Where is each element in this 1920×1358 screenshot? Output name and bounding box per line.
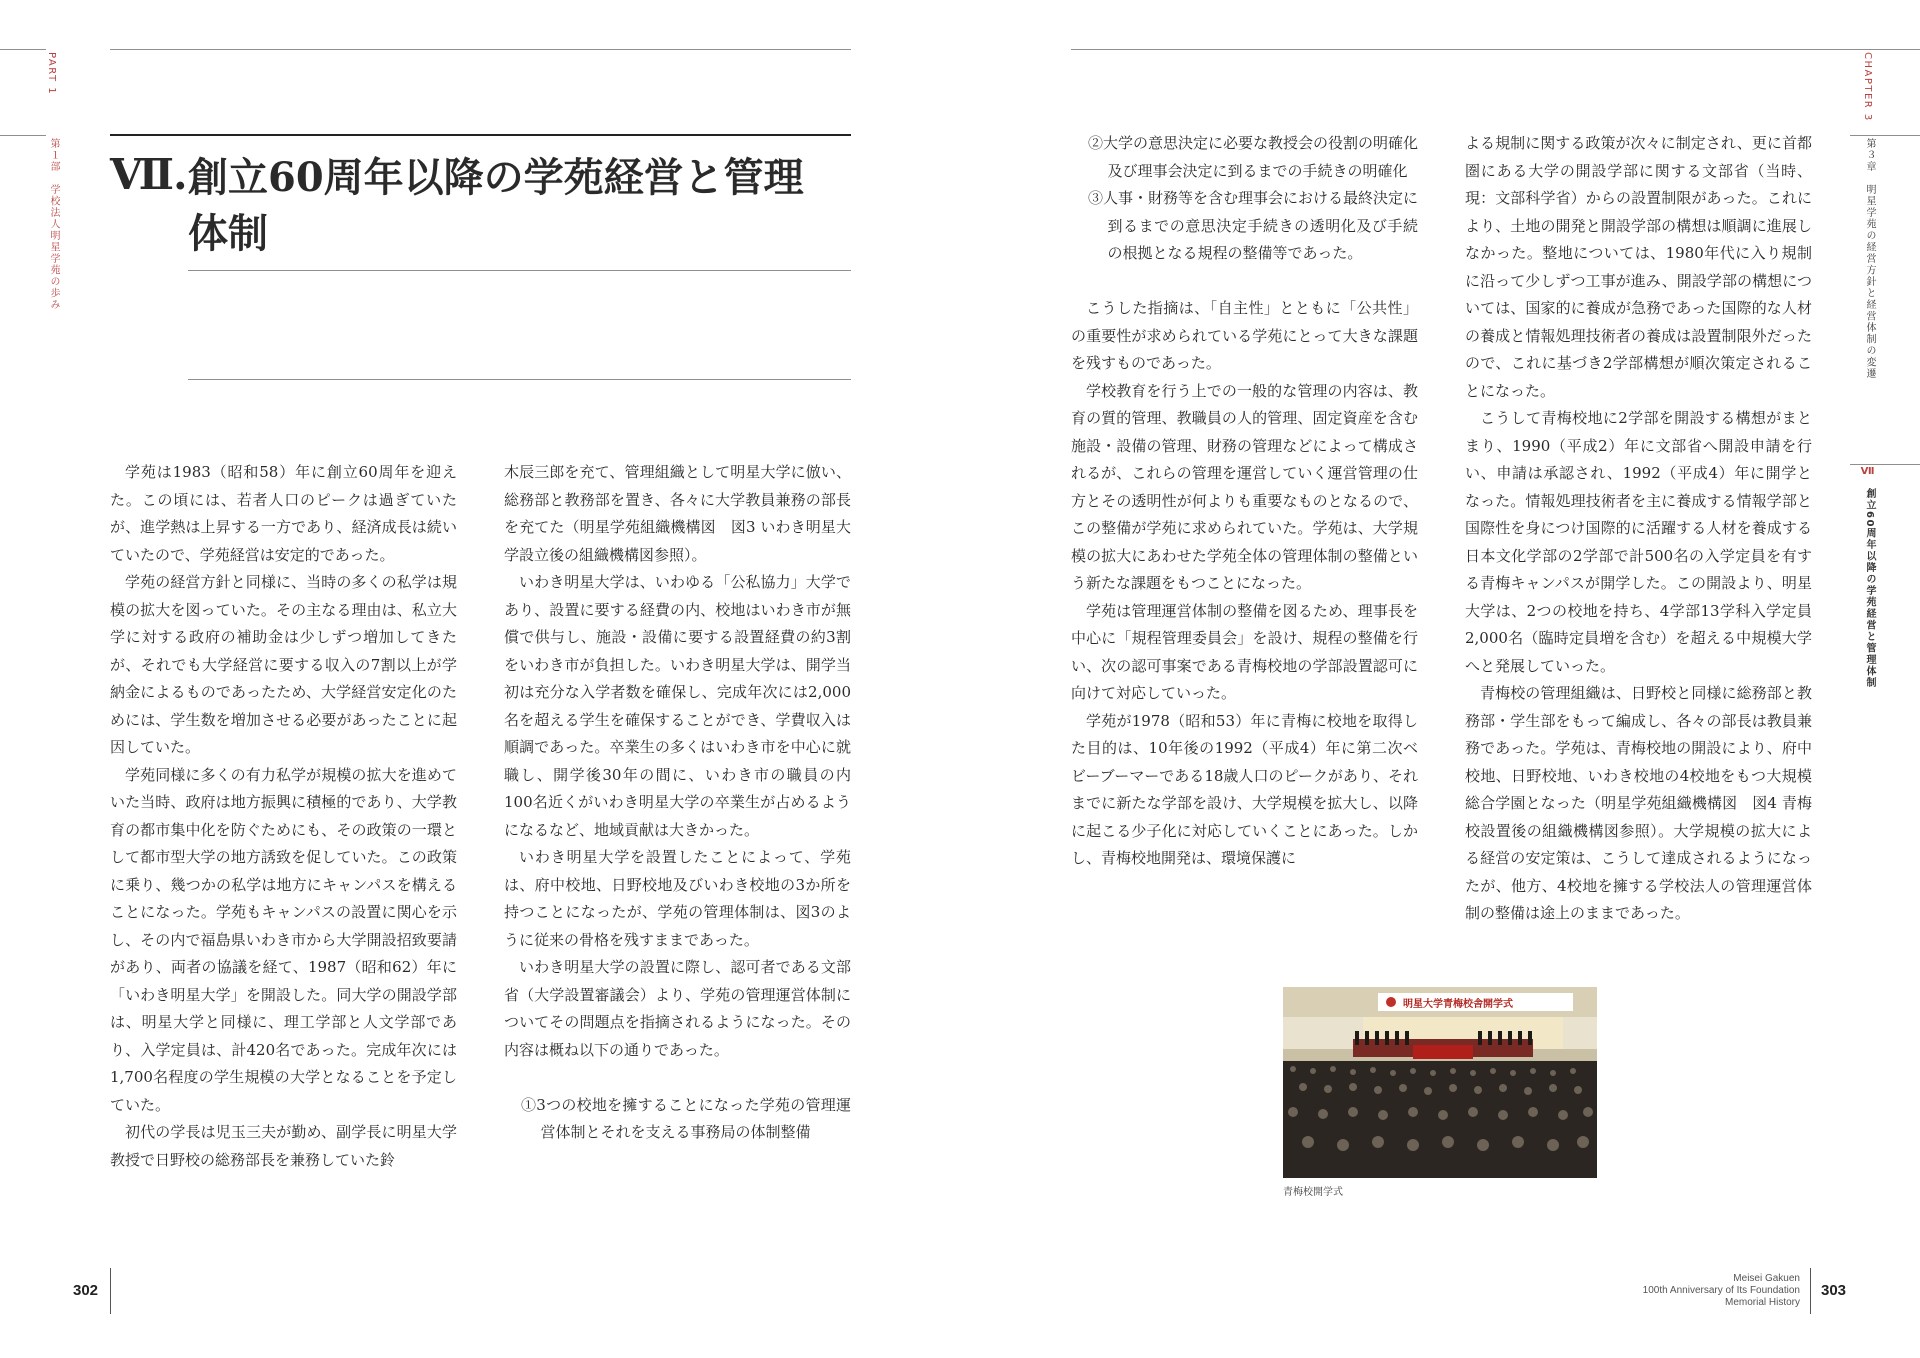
right-column-2: [1465, 130, 1812, 928]
left-column-1: [110, 459, 457, 1174]
paragraph: 木辰三郎を充て、管理組織として明星大学に倣い、総務部と教務部を置き、各々に大学教員兼務の部長を充てた（明星学苑組織機構図 図3 いわき明星大学設立後の組織機構図参照）。: [504, 463, 851, 564]
paragraph: いわき明星大学を設置したことによって、学苑は、府中校地、日野校地及びいわき校地の3か所を持つことになったが、学苑の管理体制は、図3のように従来の骨格を残すままであった。: [504, 848, 851, 949]
paragraph: よる規制に関する政策が次々に制定され、更に首都圏にある大学の開設学部に関する文部省（当時、現：文部科学省）からの設置制限があった。これにより、土地の開発と開設学部の構想は順調に進展しなかった。整地については、1980年代に入り規制に沿って少しずつ工事が進み、開設学部の構想については、国家的に養成が急務であった国際的な人材の養成と情報処理技術者の養成は設置制限外だったので、これに基づき2学部構想が順次策定されることになった。: [1465, 134, 1812, 400]
chapter-title: 第３章 明星学苑の経営方針と経営体制の変遷: [1864, 138, 1875, 380]
paragraph: 学苑が1978（昭和53）年に青梅に校地を取得した目的は、10年後の1992（平成4）年に第二次ベビーブーマーである18歳人口のピークがあり、それまでに新たな学部を設け、大学規模を拡大し、以降に起こる少子化に対応していくことにあった。しかし、青梅校地開発は、環境保護に: [1071, 711, 1418, 867]
list-item: ①3つの校地を擁することになった学苑の管理運営体制とそれを支える事務局の体制整備: [521, 1095, 851, 1141]
ceremony-photo: [1283, 987, 1597, 1178]
chapter-label: CHAPTER 3: [1862, 52, 1873, 122]
part-label: PART 1: [46, 52, 57, 96]
paragraph: 学苑の経営方針と同様に、当時の多くの私学は規模の拡大を図っていた。その主なる理由は、私立大学に対する政府の補助金は少しずつ増加してきたが、それでも大学経営に要する収入の7割以上が学納金によるものであったため、大学経営安定化のためには、学生数を増加させる必要があったことに起因していた。: [110, 573, 457, 756]
section-title: 創立60周年以降の学苑経営と管理体制: [1864, 488, 1875, 689]
page-number-left: 302: [73, 1282, 99, 1299]
paragraph: いわき明星大学は、いわゆる「公私協力」大学であり、設置に要する経費の内、校地はいわき市が無償で供与し、施設・設備に要する設置経費の約3割をいわき市が負担した。いわき明星大学は、開学当初は充分な入学者数を確保し、完成年次には2,000名を超える学生を確保することができ、学費収入は順調であった。卒業生の多くはいわき市を中心に就職し、開学後30年の間に、いわき市の職員の内100名近くがいわき明星大学の卒業生が占めるようになるなど、地域貢献は大きかった。: [504, 573, 851, 839]
title-top-rule: [110, 134, 851, 136]
page-title: 創立60周年以降の学苑経営と管理 体制: [188, 154, 804, 257]
chapter-section-number: Ⅶ.: [110, 150, 187, 199]
paragraph: いわき明星大学の設置に際し、認可者である文部省（大学設置審議会）より、学苑の管理運営体制についてその問題点を指摘されるようになった。その内容は概ね以下の通りであった。: [504, 958, 851, 1059]
paragraph: こうして青梅校地に2学部を開設する構想がまとまり、1990（平成2）年に文部省へ開設申請を行い、申請は承認され、1992（平成4）年に開学となった。情報処理技術者を主に養成する情報学部と国際性を身につけ国際的に活躍する人材を養成する日本文化学部の2学部で計500名の入学定員を有する青梅キャンパスが開学した。この開設より、明星大学は、2つの校地を持ち、4学部13学科入学定員2,000名（臨時定員増を含む）を超える中規模大学へと発展していった。: [1465, 409, 1812, 675]
paragraph: こうした指摘は、「自主性」とともに「公共性」の重要性が求められている学苑にとって大きな課題を残すものであった。: [1071, 299, 1418, 372]
paragraph: 青梅校の管理組織は、日野校と同様に総務部と教務部・学生部をもって編成し、各々の部長は教員兼務であった。学苑は、青梅校地の開設により、府中校地、日野校地、いわき校地の4校地をもつ大規模総合学園となった（明星学苑組織機構図 図4 青梅校設置後の組織機構図参照）。大学規模の拡大による経営の安定策は、こうして達成されるようになったが、他方、4校地を擁する学校法人の管理運営体制の整備は途上のままであった。: [1465, 684, 1812, 922]
paragraph: 学校教育を行う上での一般的な管理の内容は、教育の質的管理、教職員の人的管理、固定資産を含む施設・設備の管理、財務の管理などによって構成されるが、これらの管理を運営していく運営管理の仕方とその透明性が何よりも重要なものとなるので、この整備が学苑に求められていた。学苑は、大学規模の拡大にあわせた学苑全体の管理体制の整備という新たな課題をもつことになった。: [1071, 381, 1418, 592]
paragraph: 学苑同様に多くの有力私学が規模の拡大を進めていた当時、政府は地方振興に積極的であり、大学教育の都市集中化を防ぐためにも、その政策の一環として都市型大学の地方誘致を促していた。この政策に乗り、幾つかの私学は地方にキャンパスを構えることになった。学苑もキャンパスの設置に関心を示し、その内で福島県いわき市から大学開設招致要請があり、両者の協議を経て、1987（昭和62）年に「いわき明星大学」を開設した。同大学の開設学部は、明星大学と同様に、理工学部と人文学部であり、入学定員は、計420名であった。完成年次には1,700名程度の学生規模の大学となることを予定していた。: [110, 765, 457, 1114]
paragraph: 学苑は管理運営体制の整備を図るため、理事長を中心に「規程管理委員会」を設け、規程の整備を行い、次の認可事案である青梅校地の学部設置認可に向けて対応していった。: [1071, 601, 1418, 702]
section-mark: Ⅶ: [1862, 466, 1873, 479]
photo-banner-text: 明星大学青梅校舎開学式: [1403, 999, 1513, 1010]
page-number-right: 303: [1821, 1282, 1847, 1299]
list-item: ②大学の意思決定に必要な教授会の役割の明確化及び理事会決定に到るまでの手続きの明確化: [1088, 134, 1419, 180]
photo-caption: 青梅校開学式: [1283, 1187, 1343, 1198]
footer-book-title: Meisei Gakuen 100th Anniversary of Its Foundation Memorial History: [1642, 1273, 1800, 1308]
paragraph: 初代の学長は児玉三夫が勤め、副学長に明星大学教授で日野校の総務部長を兼務していた鈴: [110, 1123, 457, 1169]
part-title: 第１部 学校法人明星学苑の歩み: [48, 138, 59, 311]
paragraph: 学苑は1983（昭和58）年に創立60周年を迎えた。この頃には、若者人口のピークは過ぎていたが、進学熱は上昇する一方であり、経済成長は続いていたので、学苑経営は安定的であった。: [110, 463, 457, 564]
right-column-1: [1071, 130, 1418, 873]
list-item: ③人事・財務等を含む理事会における最終決定に到るまでの意思決定手続きの透明化及び手続の根拠となる規程の整備等であった。: [1088, 189, 1419, 262]
left-column-2: [504, 459, 851, 1147]
